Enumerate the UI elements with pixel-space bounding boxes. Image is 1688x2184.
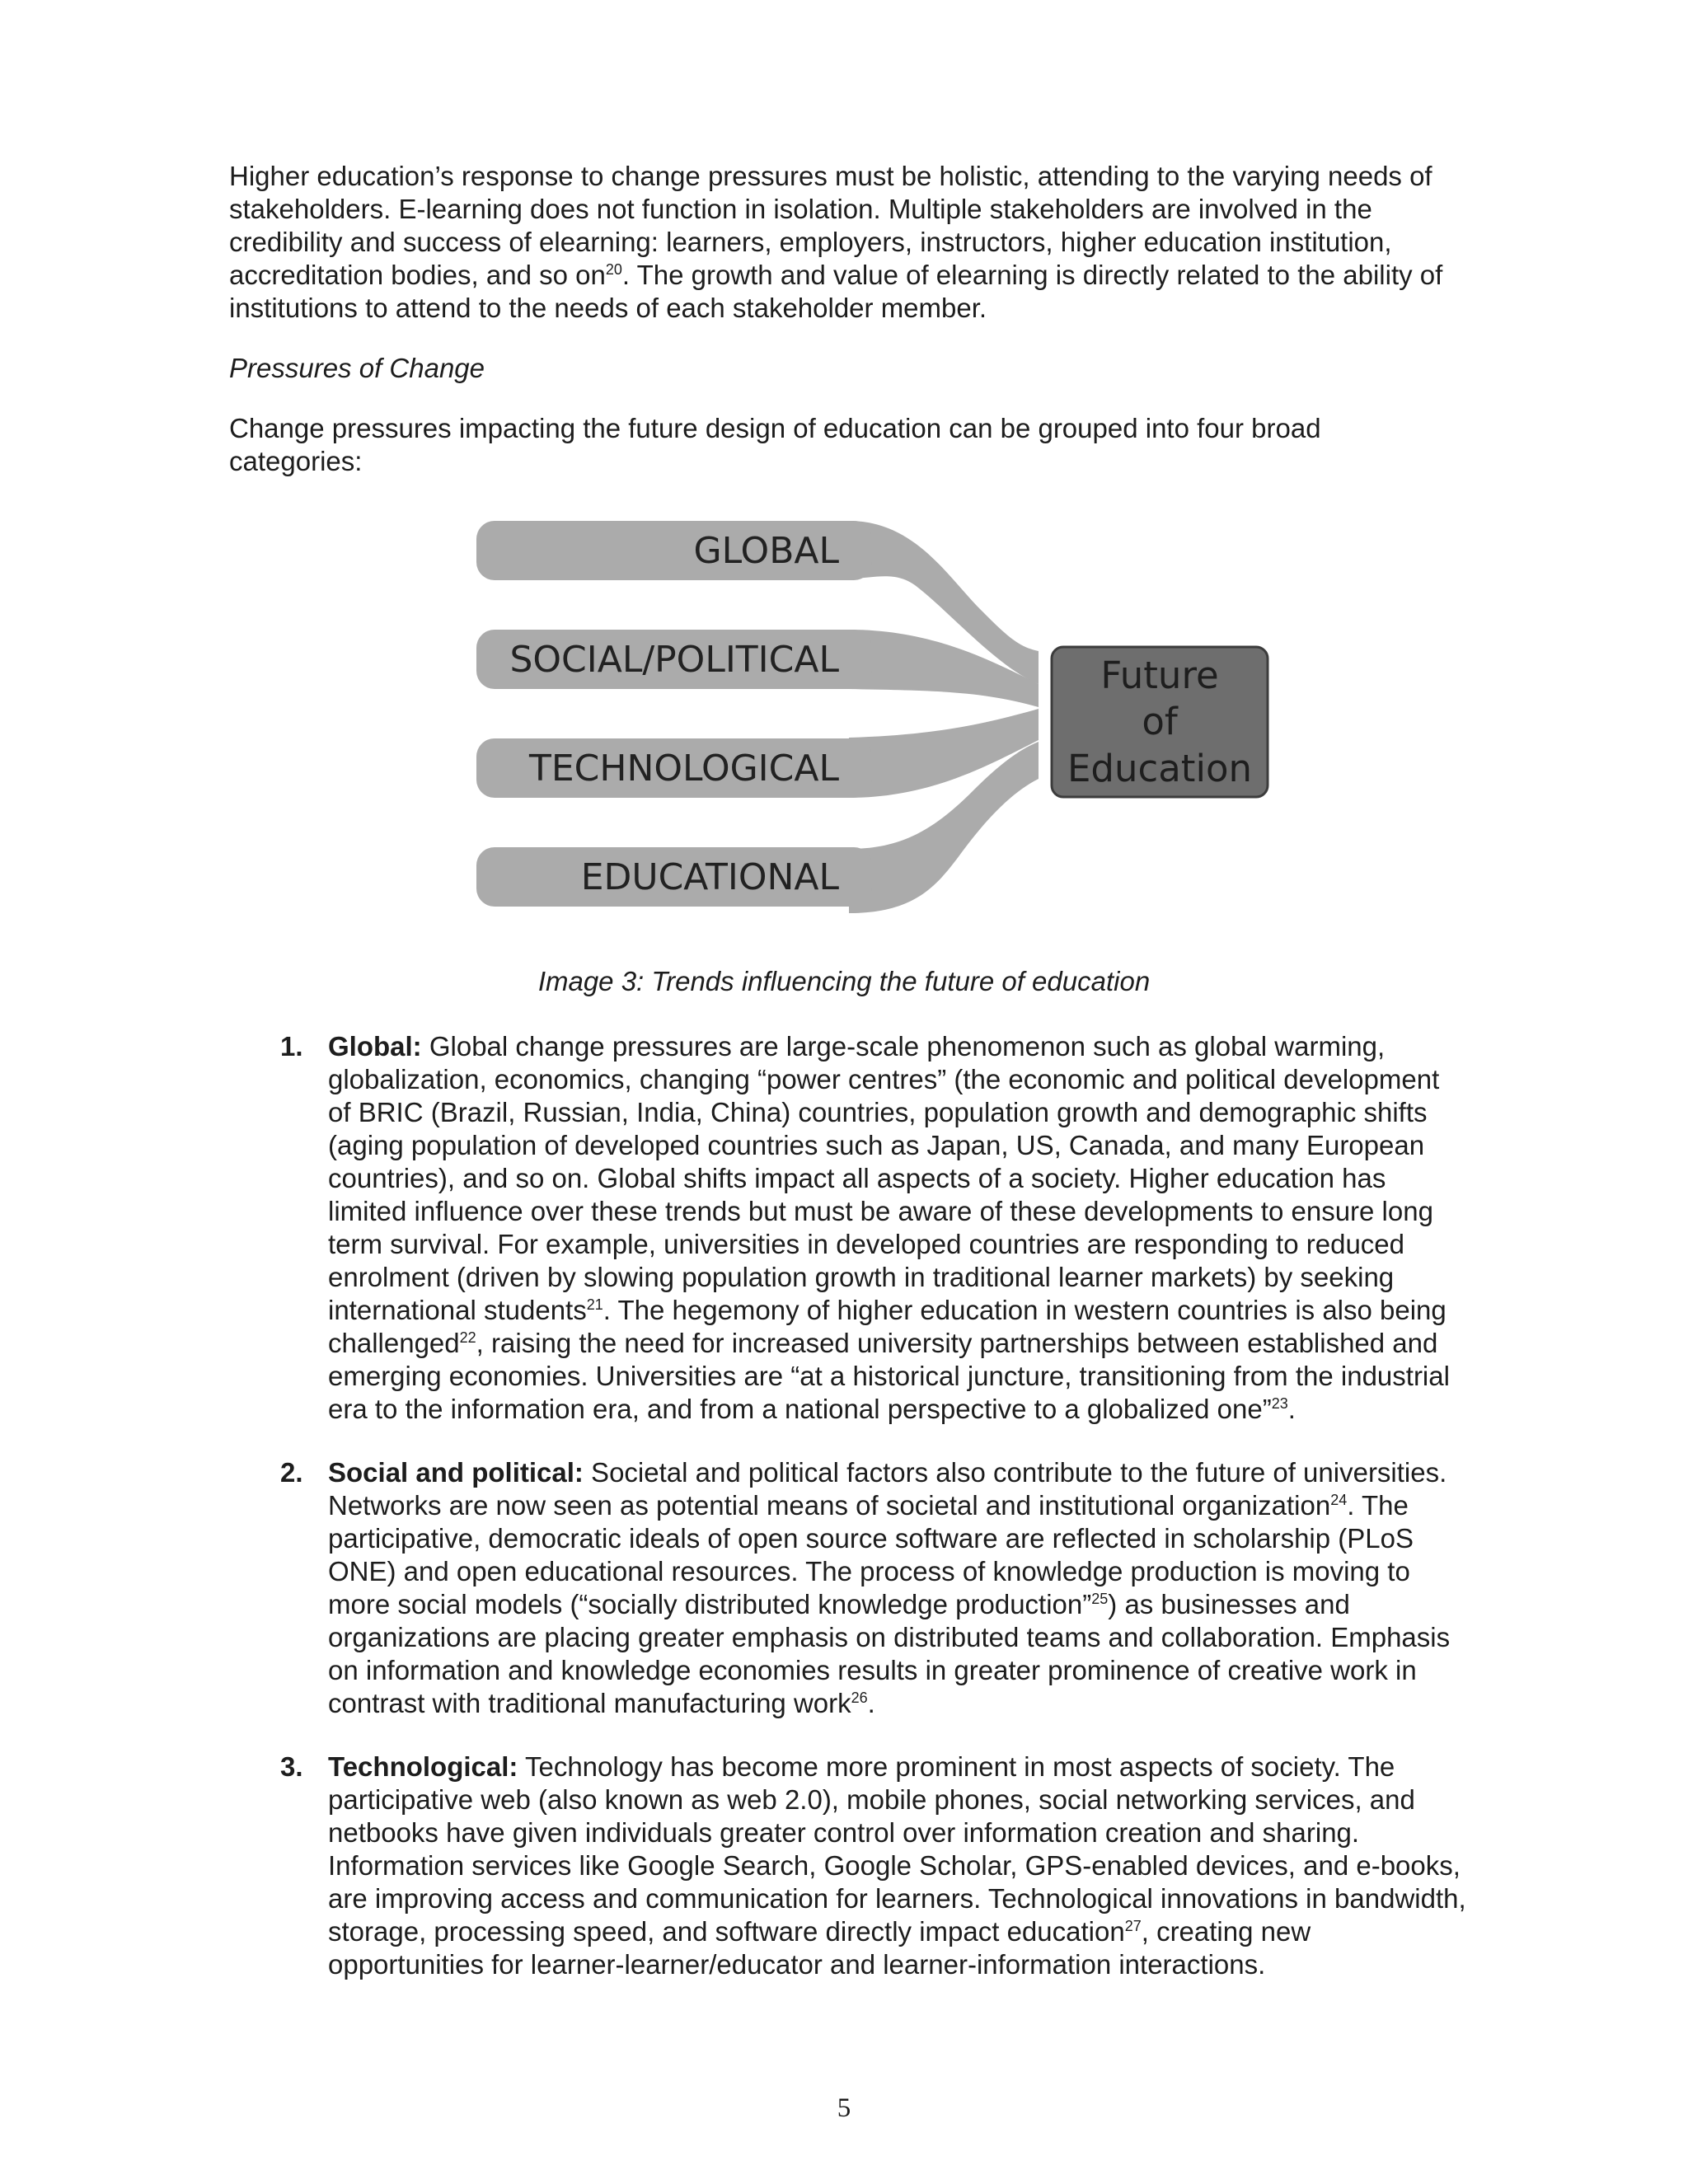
footnote-ref: 24 xyxy=(1330,1492,1348,1508)
item-number: 2. xyxy=(280,1457,303,1488)
label-global: GLOBAL xyxy=(693,530,839,572)
item-number: 3. xyxy=(280,1751,303,1782)
trends-diagram-svg xyxy=(470,519,1278,931)
label-technological: TECHNOLOGICAL xyxy=(528,748,839,790)
item-text: Societal and political factors also contribute to the future of universities. Networks are now seen as potential means of societal and institutional organization xyxy=(328,1457,1447,1521)
intro-paragraph xyxy=(229,160,1449,325)
item-text: ) as businesses and organizations are placing greater emphasis on distributed teams and collaboration. Emphasis on information and knowledge economies results in greater prominence of creative work in contrast with traditional manufacturing work xyxy=(328,1589,1451,1718)
item-text: . xyxy=(867,1688,875,1718)
footnote-ref: 21 xyxy=(586,1296,603,1313)
list-item-technological xyxy=(280,1750,1467,1981)
item-text: , creating new opportunities for learner-learner/educator and learner-information interactions. xyxy=(328,1916,1311,1980)
item-text: Global change pressures are large-scale phenomenon such as global warming, globalization, economics, changing “power centres” (the economic and political development of BRIC (Brazil, Russian, India, China) countries, population growth and demographic shifts (aging population of developed countries such as Japan, US, Canada, and many European countries), and so on. Global shifts impact all aspects of a society. Higher education has limited influence over these trends but must be aware of these developments to ensure long term survival. For example, universities in developed countries are responding to reduced enrolment (driven by slowing population growth in traditional learner markets) by seeking international students xyxy=(328,1031,1440,1325)
item-title: Global: xyxy=(328,1031,422,1062)
lead-paragraph: Change pressures impacting the future design of education can be grouped into four broad categories: xyxy=(229,413,1321,476)
trends-diagram xyxy=(470,519,1278,931)
label-social-political: SOCIAL/POLITICAL xyxy=(509,639,839,681)
footnote-ref: 26 xyxy=(851,1690,868,1706)
footnote-ref: 23 xyxy=(1271,1395,1288,1412)
item-text: . The hegemony of higher education in western countries is also being challenged xyxy=(328,1295,1447,1358)
list-item-global xyxy=(280,1030,1467,1426)
item-text: Technology has become more prominent in most aspects of society. The participative web (also known as web 2.0), mobile phones, social networking services, and netbooks have given individuals greater control over information creation and sharing. Information services like Google Search, Google Scholar, GPS-enabled devices, and e-books, are improving access and communication for learners. Technological innovations in bandwidth, storage, processing speed, and software directly impact education xyxy=(328,1751,1466,1947)
footnote-ref: 22 xyxy=(459,1329,476,1346)
footnote-ref: 25 xyxy=(1091,1591,1109,1607)
item-text: . The participative, democratic ideals of open source software are reflected in scholarship (PLoS ONE) and open educational resources. The process of knowledge production is moving to more social models (“socially distributed knowledge production” xyxy=(328,1490,1414,1619)
figure-caption: Image 3: Trends influencing the future of education xyxy=(537,966,1151,996)
footnote-ref: 20 xyxy=(605,261,622,278)
hub-label-line-1: Future xyxy=(1100,654,1219,697)
footnote-ref: 27 xyxy=(1124,1918,1142,1934)
pressures-list xyxy=(280,1030,1467,2012)
item-title: Social and political: xyxy=(328,1457,584,1488)
item-title: Technological: xyxy=(328,1751,518,1782)
item-text: . xyxy=(1287,1394,1296,1424)
hub-label-line-3: Education xyxy=(1067,747,1253,790)
hub-label-line-2: of xyxy=(1142,700,1178,743)
intro-text-b: . The growth and value of elearning is directly related to the ability of institutions to attend to the needs of each stakeholder member. xyxy=(229,260,1443,323)
item-number: 1. xyxy=(280,1031,303,1062)
label-educational: EDUCATIONAL xyxy=(580,856,839,898)
intro-text-a: Higher education’s response to change pressures must be holistic, attending to the varying needs of stakeholders. E-learning does not function in isolation. Multiple stakeholders are involved in the credibility and success of elearning: learners, employers, instructors, higher education institution, accreditation bodies, and so on xyxy=(229,161,1432,290)
item-text: , raising the need for increased university partnerships between established and emerging economies. Universities are “at a historical juncture, transitioning from the industrial era to the information era, and from a national perspective to a globalized one” xyxy=(328,1328,1450,1424)
list-item-social-political xyxy=(280,1456,1467,1720)
page-number: 5 xyxy=(837,2093,851,2123)
section-heading: Pressures of Change xyxy=(229,353,485,383)
